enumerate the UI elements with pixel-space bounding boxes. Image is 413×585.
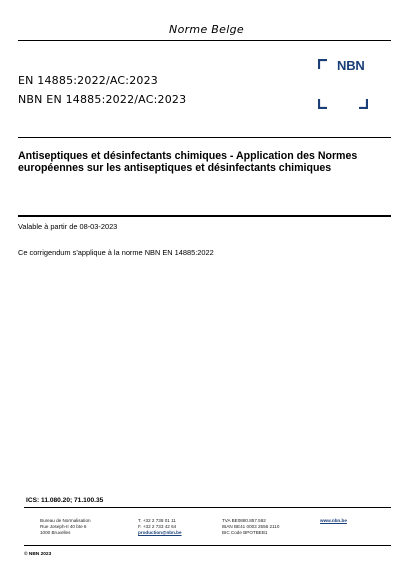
footer-divider-bottom [24,545,391,546]
bank-line: IBAN BE41 0003 2556 2110 [222,524,280,530]
copyright: © NBN 2023 [24,552,52,557]
contact-email-link[interactable]: production@nbn.be [138,530,182,536]
contact-fax: F. +32 2 733 42 64 [138,524,177,530]
footer-address [40,518,91,537]
bank-line: TVA BE0880.857.592 [222,518,266,523]
footer-bank [222,518,279,537]
header-title: Norme Belge [169,23,244,36]
bank-line: BIC Code BPOTBEB1 [222,530,268,536]
footer-contact [138,518,182,537]
nbn-logo [318,59,368,109]
footer-website [320,518,347,524]
header-divider [18,40,391,41]
address-line: Rue Joseph-II 40 bte 6 [40,524,87,530]
nbn-reference: NBN EN 14885:2022/AC:2023 [18,93,187,106]
footer-divider-top [24,507,391,508]
validity-date: Valable à partir de 08-03-2023 [18,222,118,231]
corrigendum-note: Ce corrigendum s'applique à la norme NBN EN 14885:2022 [18,248,214,257]
ics-codes: ICS: 11.080.20; 71.100.35 [26,497,104,504]
address-line: Bureau de Normalisation [40,518,91,523]
title-bottom-divider [18,215,391,217]
contact-phone: T. +32 2 738 01 11 [138,518,176,523]
website-link[interactable]: www.nbn.be [320,518,347,523]
logo-text: NBN [337,58,365,73]
en-reference: EN 14885:2022/AC:2023 [18,74,158,87]
title-divider [18,137,391,138]
document-title: Antiseptiques et désinfectants chimiques - Application des Normes européennes sur les antiseptiques et désinfectants chimiques [18,150,358,174]
address-line: 1000 Bruxelles [40,530,71,536]
